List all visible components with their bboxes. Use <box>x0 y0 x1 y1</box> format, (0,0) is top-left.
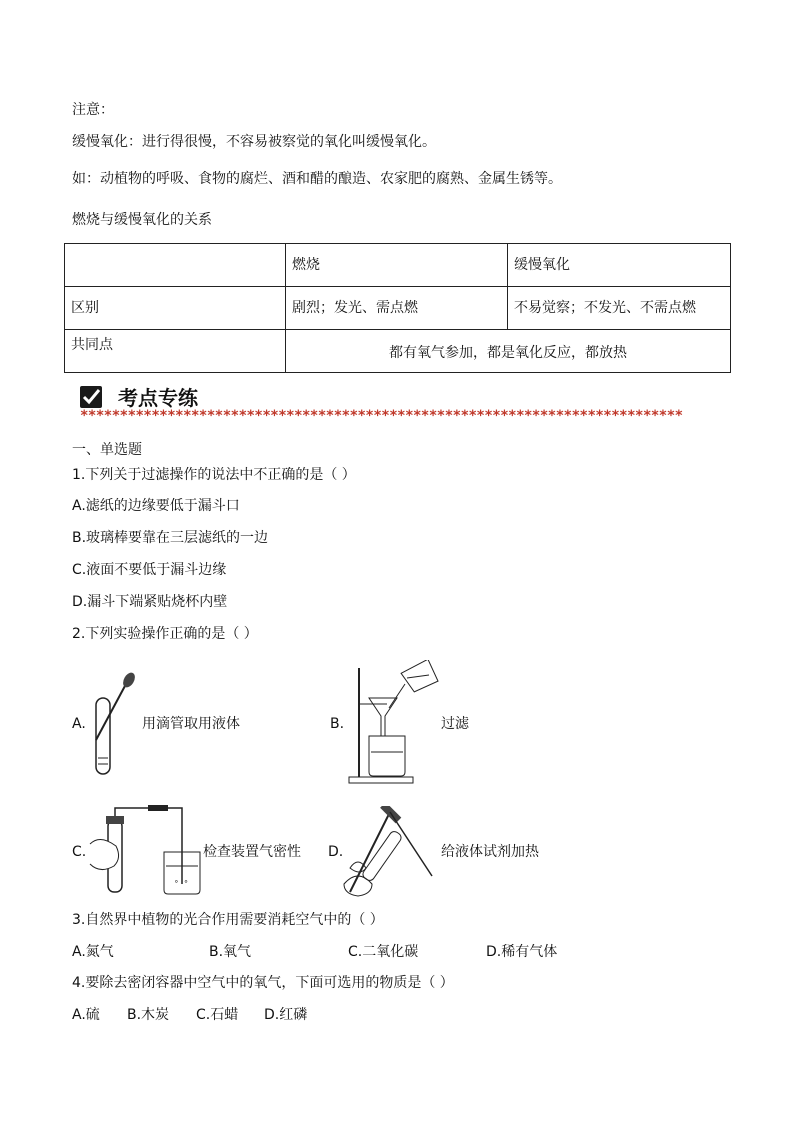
q2-option-d-text: 给液体试剂加热 <box>441 844 539 860</box>
q2-option-d-letter: D. <box>328 844 344 860</box>
q4-option-b: B.木炭 <box>127 1007 170 1023</box>
slow-oxidation-definition: 缓慢氧化：进行得很慢，不容易被察觉的氧化叫缓慢氧化。 <box>72 134 436 150</box>
filtration-illustration <box>345 660 440 784</box>
checkbox-icon <box>80 386 102 408</box>
row-label-difference: 区别 <box>65 287 286 330</box>
q1-option-c: C.液面不要低于漏斗边缘 <box>72 562 227 578</box>
q3-option-b: B.氧气 <box>209 944 252 960</box>
dropper-tube-illustration <box>86 672 140 778</box>
svg-text:∘ ∘: ∘ ∘ <box>174 877 189 886</box>
q4-option-d: D.红磷 <box>264 1007 308 1023</box>
q2-option-c-letter: C. <box>72 844 87 860</box>
q3-option-c: C.二氧化碳 <box>348 944 419 960</box>
q1-option-b: B.玻璃棒要靠在三层滤纸的一边 <box>72 530 269 546</box>
q4-option-a: A.硫 <box>72 1007 100 1023</box>
q3-option-d: D.稀有气体 <box>486 944 558 960</box>
q1-option-d: D.漏斗下端紧贴烧杯内壁 <box>72 594 228 610</box>
q4-option-c: C.石蜡 <box>196 1007 239 1023</box>
airtightness-check-illustration <box>86 804 204 896</box>
star-divider: **************************************************************************** <box>80 408 683 424</box>
q4-stem: 4.要除去密闭容器中空气中的氧气，下面可选用的物质是（ ） <box>72 975 454 991</box>
q2-option-a-letter: A. <box>72 716 86 732</box>
table-header-row <box>65 244 731 287</box>
table-row-common <box>65 330 731 373</box>
q2-option-b-letter: B. <box>330 716 345 732</box>
header-burning: 燃烧 <box>286 244 508 287</box>
row-label-common: 共同点 <box>65 330 286 373</box>
q3-option-a: A.氮气 <box>72 944 114 960</box>
table-row-difference <box>65 287 731 330</box>
heating-liquid-illustration <box>340 806 436 898</box>
header-slow-oxidation: 缓慢氧化 <box>508 244 731 287</box>
q1-option-a: A.滤纸的边缘要低于漏斗口 <box>72 498 240 514</box>
header-empty <box>65 244 286 287</box>
q2-option-a-text: 用滴管取用液体 <box>142 716 240 732</box>
q3-stem: 3.自然界中植物的光合作用需要消耗空气中的（ ） <box>72 912 384 928</box>
table-caption: 燃烧与缓慢氧化的关系 <box>72 212 212 228</box>
slow-oxidation-examples: 如：动植物的呼吸、食物的腐烂、酒和醋的酿造、农家肥的腐熟、金属生锈等。 <box>72 171 562 187</box>
q1-stem: 1.下列关于过滤操作的说法中不正确的是（ ） <box>72 467 356 483</box>
note-heading: 注意： <box>72 102 114 118</box>
cell-common: 都有氧气参加，都是氧化反应，都放热 <box>286 330 731 373</box>
q2-option-c-text: 检查装置气密性 <box>203 844 301 860</box>
quiz-part-title: 一、单选题 <box>72 442 142 458</box>
q2-stem: 2.下列实验操作正确的是（ ） <box>72 626 258 642</box>
cell-burning-difference: 剧烈；发光、需点燃 <box>286 287 508 330</box>
cell-slow-difference: 不易觉察；不发光、不需点燃 <box>508 287 731 330</box>
section-title: 考点专练 <box>118 386 198 410</box>
relation-table <box>64 243 731 373</box>
q2-option-b-text: 过滤 <box>441 716 469 732</box>
